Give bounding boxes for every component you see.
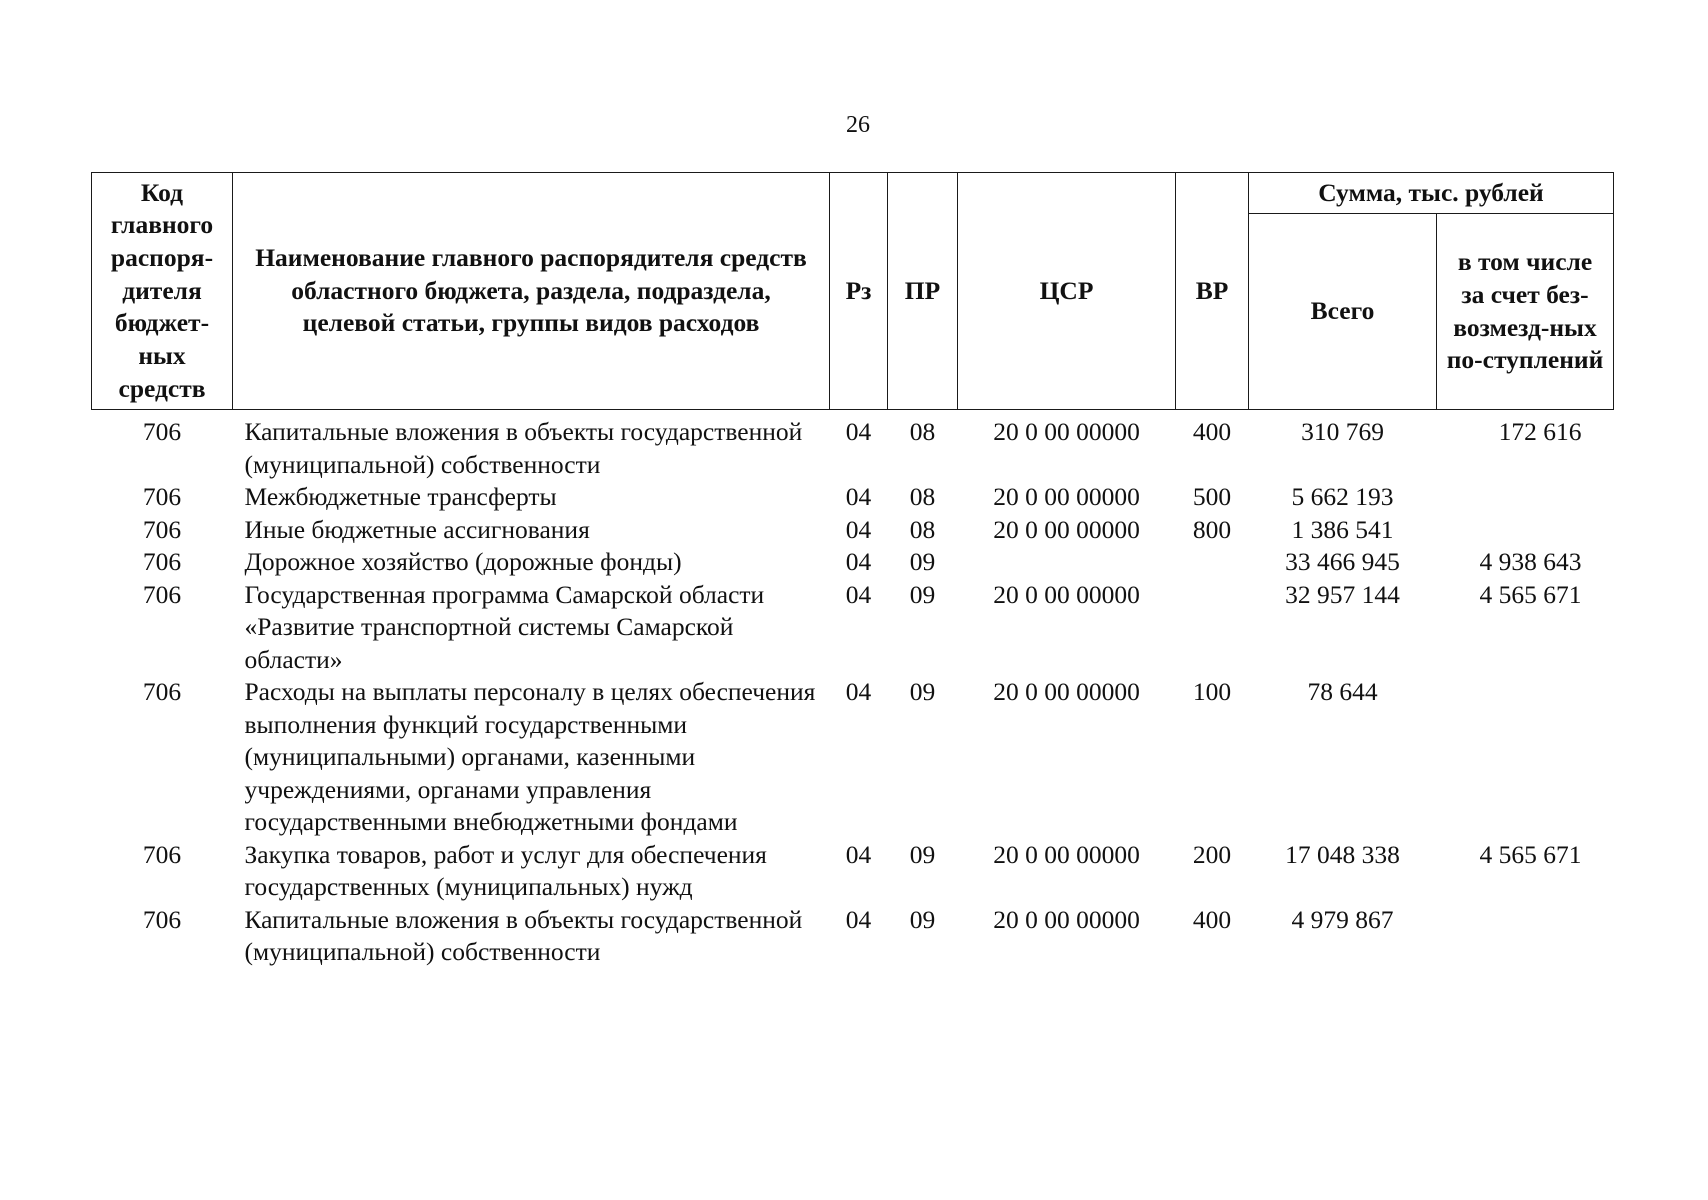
cell-total: 310 769 [1301, 417, 1384, 446]
cell-pr: 08 [909, 514, 936, 544]
cell-name: Дорожное хозяйство (дорожные фонды) [244, 547, 682, 576]
cell-pr: 09 [909, 547, 936, 576]
cell-csr: 20 0 00 00000 [993, 514, 1140, 544]
cell-vr: 400 [1192, 417, 1232, 446]
page-number: 26 [846, 112, 870, 138]
cell-free: 4 938 643 [1479, 547, 1582, 576]
cell-free [1437, 904, 1614, 969]
cell-name: Расходы на выплаты персоналу в целях обеспечения выполнения функций государственными (муниципальными) органами, казенными учреждениями, органами управления государственными внебюджетными фондами [244, 677, 816, 836]
cell-csr: 20 0 00 00000 [993, 417, 1140, 446]
cell-vr [1176, 579, 1249, 677]
cell-vr: 800 [1192, 514, 1232, 544]
header-pr: ПР [888, 173, 958, 410]
cell-total: 1 386 541 [1291, 514, 1394, 544]
cell-rz: 04 [845, 482, 872, 511]
cell-rz: 04 [845, 904, 872, 934]
header-name: Наименование главного распорядителя средств областного бюджета, раздела, подраздела, целевой статьи, группы видов расходов [233, 173, 830, 410]
cell-total: 17 048 338 [1285, 839, 1400, 869]
header-free: в том числе за счет без-возмезд-ных по-ступлений [1437, 214, 1614, 410]
cell-free [1437, 676, 1614, 839]
header-code: Код главного распоря-дителя бюджет-ных средств [92, 173, 233, 410]
cell-code: 706 [142, 482, 182, 511]
cell-vr: 100 [1192, 677, 1232, 706]
cell-name: Межбюджетные трансферты [244, 482, 557, 511]
table-row [92, 546, 1614, 579]
cell-csr: 20 0 00 00000 [993, 904, 1140, 934]
cell-pr: 08 [909, 417, 936, 446]
cell-code: 706 [142, 904, 182, 934]
table-row [92, 839, 1614, 904]
header-total: Всего [1249, 214, 1437, 410]
cell-free [1437, 514, 1614, 547]
cell-code: 706 [142, 579, 182, 609]
budget-table [91, 172, 1614, 969]
cell-rz: 04 [845, 547, 872, 576]
cell-code: 706 [142, 514, 182, 544]
cell-pr: 08 [909, 482, 936, 511]
table-header [92, 173, 1614, 410]
cell-name: Закупка товаров, работ и услуг для обеспечения государственных (муниципальных) нужд [244, 839, 767, 901]
cell-total: 33 466 945 [1285, 547, 1400, 576]
cell-vr: 400 [1192, 904, 1232, 934]
cell-rz: 04 [845, 417, 872, 446]
cell-vr [1176, 546, 1249, 579]
cell-free: 4 565 671 [1479, 579, 1582, 609]
cell-name: Государственная программа Самарской области «Развитие транспортной системы Самарской области» [244, 579, 765, 674]
table-row [92, 904, 1614, 969]
cell-total: 5 662 193 [1291, 482, 1394, 511]
cell-rz: 04 [845, 514, 872, 544]
cell-pr: 09 [909, 677, 936, 706]
cell-code: 706 [142, 839, 182, 869]
cell-total: 32 957 144 [1285, 579, 1400, 609]
cell-name: Иные бюджетные ассигнования [244, 514, 590, 544]
cell-name: Капитальные вложения в объекты государственной (муниципальной) собственности [244, 904, 803, 966]
cell-rz: 04 [845, 677, 872, 706]
cell-total: 78 644 [1307, 677, 1378, 706]
cell-pr: 09 [909, 839, 936, 869]
cell-name: Капитальные вложения в объекты государственной (муниципальной) собственности [244, 417, 803, 479]
cell-rz: 04 [845, 579, 872, 609]
table-row [92, 481, 1614, 514]
cell-csr: 20 0 00 00000 [993, 677, 1140, 706]
table-row [92, 410, 1614, 482]
cell-pr: 09 [909, 904, 936, 934]
header-vr: ВР [1176, 173, 1249, 410]
cell-total: 4 979 867 [1291, 904, 1394, 934]
cell-free [1437, 481, 1614, 514]
cell-pr: 09 [909, 579, 936, 609]
header-rz: Рз [830, 173, 888, 410]
table-row [92, 676, 1614, 839]
cell-code: 706 [142, 677, 182, 706]
table-row [92, 579, 1614, 677]
cell-free: 4 565 671 [1479, 839, 1582, 869]
cell-csr: 20 0 00 00000 [993, 482, 1140, 511]
header-sum-group: Сумма, тыс. рублей [1249, 173, 1614, 214]
cell-csr: 20 0 00 00000 [993, 579, 1140, 609]
cell-free: 172 616 [1498, 417, 1582, 446]
cell-rz: 04 [845, 839, 872, 869]
cell-vr: 200 [1192, 839, 1232, 869]
cell-code: 706 [142, 417, 182, 446]
cell-csr: 20 0 00 00000 [993, 839, 1140, 869]
header-csr: ЦСР [958, 173, 1176, 410]
table-body [92, 410, 1614, 969]
table-row [92, 514, 1614, 547]
cell-code: 706 [142, 547, 182, 576]
cell-csr [958, 546, 1176, 579]
cell-vr: 500 [1192, 482, 1232, 511]
